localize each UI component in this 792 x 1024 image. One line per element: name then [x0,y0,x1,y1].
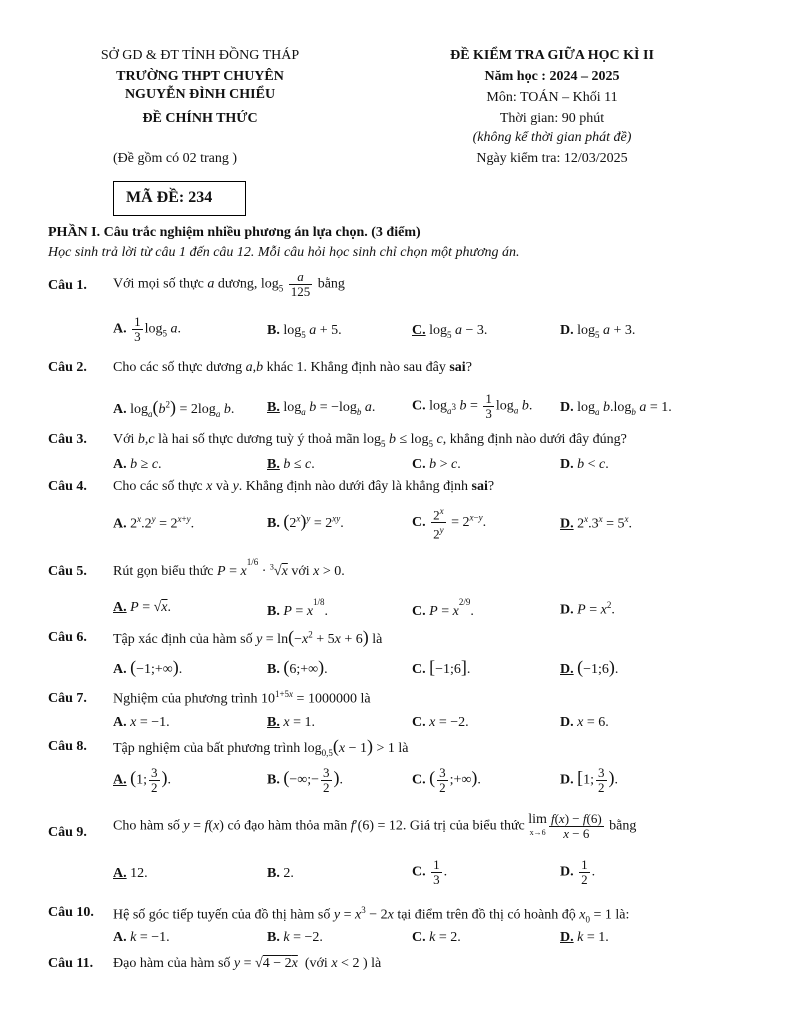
option-b[interactable]: B. $\log_a b = -\log_b$ a. [267,400,376,417]
official-label: ĐỀ CHÍNH THỨC [142,111,258,126]
option-a[interactable]: A. (−1;+∞). [113,657,183,677]
option-d[interactable]: D. k = 1. [560,930,609,945]
time-note: (không kể thời gian phát đề) [472,130,632,145]
option-d[interactable]: D. $P = x^2$. [560,600,615,618]
option-a[interactable]: A. 12. [113,866,148,881]
option-d[interactable]: D. x = 6. [560,715,609,730]
option-b[interactable]: B. $P = x^{1/8}$. [267,597,329,619]
option-c[interactable]: C. b > c. [412,457,461,472]
exam-code: MÃ ĐỀ: 234 [126,189,213,206]
option-a[interactable]: A. x = −1. [113,715,170,730]
option-c[interactable]: C. k = 2. [412,930,461,945]
question-label: Câu 6. [48,630,87,645]
option-a[interactable]: A. $\log_a(b^2) = 2\log_a$ b. [113,397,235,419]
question-label: Câu 2. [48,360,87,375]
option-d[interactable]: D. $\log_5 a + 3$. [560,323,636,340]
section-title: PHẦN I. Câu trắc nghiệm nhiều phương án lựa chọn. (3 điểm) [48,225,421,240]
option-b[interactable]: B. 2. [267,866,294,881]
question-text: Rút gọn biểu thức $P = x^{1/6} \cdot ^3√x$ với x > 0. [113,557,345,579]
option-c[interactable]: C. $\frac{1}{3}$ . [412,857,448,887]
exam-time: Thời gian: 90 phút [499,111,605,126]
question-text: Nghiệm của phương trình $10^{1+5x} = 1000000$ là [113,689,371,707]
option-d[interactable]: D. b < c. [560,457,609,472]
option-a[interactable]: A. $2^x.2^y = 2^{x+y}$. [113,514,195,532]
option-c[interactable]: C. $\frac{2^x}{2^y}$ = $2^{x-y}$. [412,506,487,542]
option-b[interactable]: B. $(2^x)^y = 2^{xy}$. [267,511,344,531]
option-c[interactable]: C. x = −2. [412,715,469,730]
option-a[interactable]: A. (1; $\frac{3}{2}$ ). [113,765,172,795]
question-text: Với b,c là hai số thực dương tuỳ ý thoả mãn $\log_5 b \le \log_5 c$, khẳng định nào dưới đây đúng? [113,432,627,449]
option-c[interactable]: C. $P = x^{2/9}$. [412,597,474,619]
option-a[interactable]: A. k = −1. [113,930,170,945]
option-d[interactable]: D. [1; $\frac{3}{2}$ ). [560,765,619,795]
option-b[interactable]: B. k = −2. [267,930,323,945]
page-count: (Đề gồm có 02 trang ) [113,151,238,166]
option-a[interactable]: A. P = √x. [113,600,171,615]
question-label: Câu 4. [48,479,87,494]
question-text: Cho hàm số y = f(x) có đạo hàm thỏa mãn f′(6) = 12. Giá trị của biểu thức lim x→6 $\frac{f(x) - f(6)}{x - 6}$ bằng [113,811,637,841]
option-c[interactable]: C. [−1;6]. [412,657,471,677]
option-a[interactable]: A. $\frac{1}{3}$ $\log_5 a$. [113,314,182,344]
exam-code-box [113,181,246,216]
option-b[interactable]: B. (6;+∞). [267,657,328,677]
option-d[interactable]: D. $\log_a b.\log_b$ a = 1. [560,400,672,417]
option-d[interactable]: D. $\frac{1}{2}$ . [560,857,596,887]
option-c[interactable]: C. $\log_5 a - 3$. [412,323,488,340]
question-label: Câu 9. [48,825,87,840]
school-name-line2: NGUYỄN ĐÌNH CHIỂU [124,87,276,102]
subject: Môn: TOÁN – Khối 11 [486,90,618,105]
question-label: Câu 5. [48,564,87,579]
exam-title: ĐỀ KIỂM TRA GIỮA HỌC KÌ II [450,48,654,63]
question-text: Với mọi số thực a dương, $\log_5$ $\frac{a}{125}$ bằng [113,269,345,299]
question-label: Câu 1. [48,278,87,293]
option-b[interactable]: B. b ≤ c. [267,457,315,472]
question-text: Tập nghiệm của bất phương trình $\log_{0,5}(x - 1) > 1$ là [113,736,409,758]
option-d[interactable]: D. (−1;6). [560,657,619,677]
question-text: Cho các số thực x và y. Khẳng định nào dưới đây là khẳng định sai? [113,479,495,494]
option-a[interactable]: A. b ≥ c. [113,457,162,472]
option-d[interactable]: D. $2^x.3^x = 5^x$. [560,514,633,532]
question-label: Câu 11. [48,956,94,971]
exam-date: Ngày kiểm tra: 12/03/2025 [476,151,628,166]
question-text: Hệ số góc tiếp tuyến của đồ thị hàm số $y = x^3 - 2x$ tại điểm trên đồ thị có hoành độ $x_0 = 1$ là: [113,905,630,925]
section-instruction: Học sinh trả lời từ câu 1 đến câu 12. Mỗi câu hỏi học sinh chỉ chọn một phương án. [48,245,520,260]
question-text: Tập xác định của hàm số $y = \ln(-x^2 + 5x + 6)$ là [113,627,383,647]
option-b[interactable]: B. $\log_5 a + 5$. [267,323,342,340]
option-b[interactable]: B. x = 1. [267,715,315,730]
question-label: Câu 7. [48,691,87,706]
question-label: Câu 8. [48,739,87,754]
school-year: Năm học : 2024 – 2025 [484,69,620,84]
option-c[interactable]: C. ( $\frac{3}{2}$ ;+∞). [412,765,481,795]
question-text: Cho các số thực dương a,b khác 1. Khẳng định nào sau đây sai? [113,360,472,375]
option-c[interactable]: C. $\log_{a^3} b$ = $\frac{1}{3}$ $\log_a b$. [412,391,533,421]
question-label: Câu 10. [48,905,94,920]
option-b[interactable]: B. (−∞;− $\frac{3}{2}$ ). [267,765,344,795]
question-text: Đạo hàm của hàm số y = √4 − 2x (với x < 2 ) là [113,956,382,971]
school-name-line1: TRƯỜNG THPT CHUYÊN [116,69,284,84]
department-name: SỞ GD & ĐT TỈNH ĐỒNG THÁP [100,48,300,63]
question-label: Câu 3. [48,432,87,447]
